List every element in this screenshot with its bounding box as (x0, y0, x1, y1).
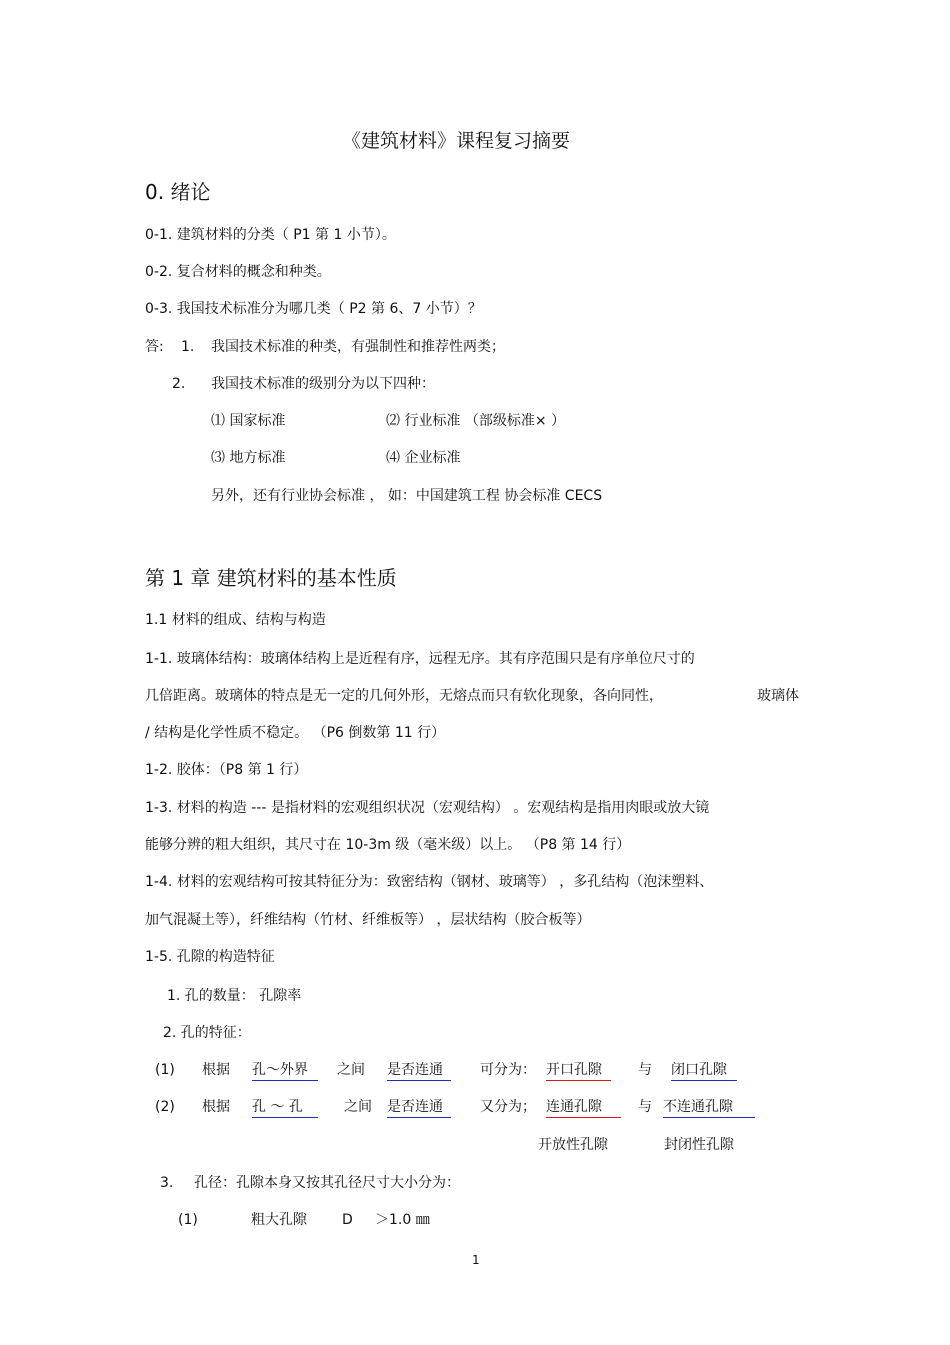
para-1-1-line2: 几倍距离。玻璃体的特点是无一定的几何外形，无熔点而只有软化现象，各向同性， (145, 688, 663, 704)
answer-1-number: 1. (181, 339, 195, 355)
row2-open-type: 开放性孔隙 (538, 1137, 608, 1153)
row1-and: 与 (638, 1062, 652, 1078)
page-number: 1 (472, 1253, 480, 1267)
size-1-symbol: D (342, 1212, 353, 1228)
size-1-value: ＞1.0 ㎜ (375, 1212, 430, 1228)
intro-heading: 0. 绪论 (145, 180, 211, 204)
row1-subject: 孔～外界 (252, 1062, 318, 1081)
para-1-3-line2: 能够分辨的粗大组织，其尺寸在 10-3m 级（毫米级）以上。 （P8 第 14 行） (145, 837, 631, 853)
row2-closed-type: 封闭性孔隙 (664, 1137, 734, 1153)
row2-subject: 孔 ～ 孔 (252, 1099, 318, 1118)
answer-label: 答: (145, 339, 164, 355)
standard-industry: ⑵ 行业标准 （部级标准× ） (386, 413, 566, 429)
chapter-1-heading: 第 1 章 建筑材料的基本性质 (145, 566, 397, 590)
row2-number: (2) (155, 1099, 175, 1115)
row1-open-pore: 开口孔隙 (546, 1062, 611, 1081)
para-1-1-line3: / 结构是化学性质不稳定。 （P6 倒数第 11 行） (145, 725, 446, 741)
row2-basis: 根据 (202, 1099, 230, 1115)
para-1-2: 1-2. 胶体：（P8 第 1 行） (145, 762, 308, 778)
standard-enterprise: ⑷ 企业标准 (386, 450, 461, 466)
row1-condition: 是否连通 (387, 1062, 451, 1081)
answer-2-text: 我国技术标准的级别分为以下四种： (211, 376, 435, 392)
para-1-4-line1: 1-4. 材料的宏观结构可按其特征分为：致密结构（钢材、玻璃等） ，多孔结构（泡沫塑料、 (145, 874, 714, 890)
section-1-1: 1.1 材料的组成、结构与构造 (145, 612, 326, 628)
pore-size-number: 3. (160, 1175, 174, 1191)
row1-between: 之间 (337, 1062, 365, 1078)
question-0-2: 0-2. 复合材料的概念和种类。 (145, 264, 331, 280)
para-1-3-line1: 1-3. 材料的构造 --- 是指材料的宏观组织状况（宏观结构） 。宏观结构是指用肉眼或放大镜 (145, 800, 710, 816)
para-1-1-line1: 1-1. 玻璃体结构：玻璃体结构上是近程有序，远程无序。其有序范围只是有序单位尺寸的 (145, 651, 695, 667)
row2-divide: 又分为； (480, 1099, 536, 1115)
question-0-1: 0-1. 建筑材料的分类（ P1 第 1 小节）。 (145, 227, 396, 243)
size-1-number: (1) (178, 1212, 198, 1228)
para-1-1-line2-end: 玻璃体 (757, 688, 799, 704)
standard-note: 另外，还有行业协会标准 ， 如：中国建筑工程 协会标准 CECS (211, 488, 603, 504)
size-1-label: 粗大孔隙 (251, 1212, 307, 1228)
row1-basis: 根据 (202, 1062, 230, 1078)
para-1-5: 1-5. 孔隙的构造特征 (145, 949, 275, 965)
page-title: 《建筑材料》课程复习摘要 (342, 130, 571, 152)
answer-1-text: 我国技术标准的种类，有强制性和推荐性两类； (211, 339, 505, 355)
row2-connected-pore: 连通孔隙 (546, 1099, 621, 1118)
pore-count: 1. 孔的数量： 孔隙率 (167, 988, 302, 1004)
row2-disconnected-pore: 不连通孔隙 (663, 1099, 755, 1118)
row1-closed-pore: 闭口孔隙 (671, 1062, 737, 1081)
row1-divide: 可分为： (480, 1062, 536, 1078)
para-1-4-line2: 加气混凝土等），纤维结构（竹材、纤维板等） ，层状结构（胶合板等） (145, 912, 591, 928)
standard-national: ⑴ 国家标准 (211, 413, 286, 429)
pore-size-text: 孔径：孔隙本身又按其孔径尺寸大小分为： (194, 1175, 460, 1191)
question-0-3: 0-3. 我国技术标准分为哪几类（ P2 第 6、7 小节）？ (145, 301, 482, 317)
row2-between: 之间 (344, 1099, 372, 1115)
answer-2-number: 2. (172, 376, 186, 392)
row2-condition: 是否连通 (387, 1099, 451, 1118)
row1-number: (1) (155, 1062, 175, 1078)
standard-local: ⑶ 地方标准 (211, 450, 286, 466)
pore-feature: 2. 孔的特征： (163, 1025, 251, 1041)
row2-and: 与 (638, 1099, 652, 1115)
